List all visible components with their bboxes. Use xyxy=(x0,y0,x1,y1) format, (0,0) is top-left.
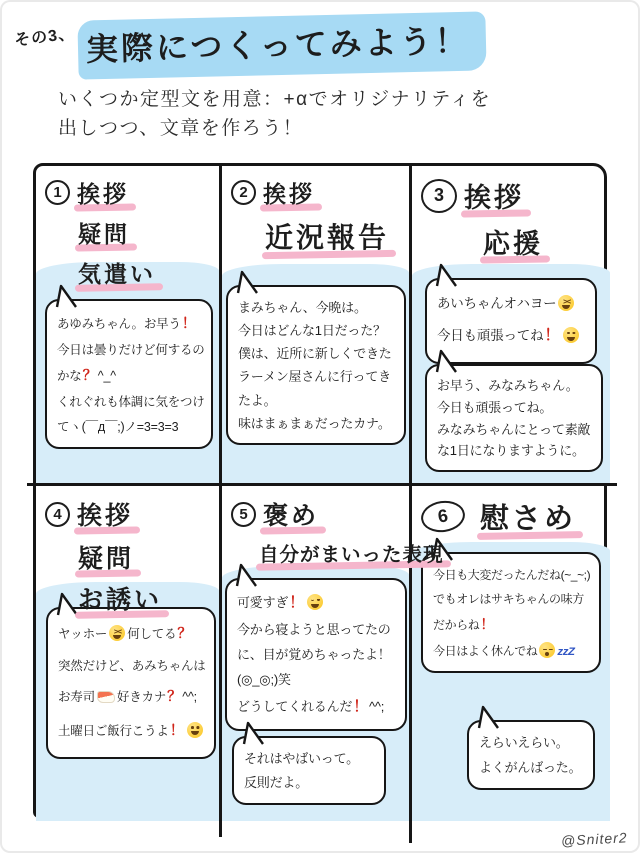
panel-4-tag: 挨拶 xyxy=(77,496,133,532)
panel-grid xyxy=(33,163,607,818)
panel-3-tag: 挨拶 xyxy=(464,176,524,215)
panel-6 xyxy=(412,486,610,821)
panel-1-number: 1 xyxy=(45,180,70,205)
sleepy-emoji xyxy=(539,642,555,658)
panel-6-tag: 慰さめ xyxy=(480,496,576,537)
panel-4-number: 4 xyxy=(45,502,70,527)
subtitle-line-2: 出しつつ、文章を作ろう！ xyxy=(58,118,304,139)
panel-4-tag: お誘い xyxy=(78,580,162,616)
panel-1-tag: 疑問 xyxy=(78,216,130,249)
speech-bubble: あいちゃんオハヨー>< 今日も頑張ってね！ xyxy=(425,278,597,364)
panel-6-number: 6 xyxy=(419,498,467,535)
panel-1 xyxy=(36,166,219,483)
panel-5-number: 5 xyxy=(231,502,256,527)
panel-2 xyxy=(222,166,409,483)
speech-bubble: まみちゃん、今晩は。 今日はどんな1日だった？ 僕は、近所に新しくできた ラーメン屋さんに行ってき たよ。 味はまぁまぁだったカナ。 xyxy=(226,285,406,445)
bubble-tail xyxy=(241,721,267,745)
sushi-icon xyxy=(97,691,115,703)
speech-bubble: 可愛すぎ！ 今から寝ようと思ってたの に、目が覚めちゃったよ！ (◎_◎;)笑 どうしてくれるんだ！^^; xyxy=(225,578,407,731)
speech-bubble: えらいえらい。 よくがんばった。 xyxy=(467,720,595,790)
page-header xyxy=(14,16,486,75)
panel-2-tag: 挨拶 xyxy=(263,176,315,209)
speech-bubble: お早う、みなみちゃん。 今日も頑張ってね。 みなみちゃんにとって素敵 な1日になりますように。 xyxy=(425,364,603,472)
speech-bubble: 今日も大変だったんだね(~_~;) でもオレはサキちゃんの味方 だからね！ 今日はよく休んでね zzZ xyxy=(421,552,601,673)
laughing-emoji xyxy=(558,295,574,311)
smiling-emoji xyxy=(307,594,323,610)
speech-bubble: あゆみちゃん。お早う！ 今日は曇りだけど何するの かな？^_^ くれぐれも体調に気をつけ てヽ(￣д￣;)ノ=3=3=3 xyxy=(45,299,213,449)
bubble-tail xyxy=(434,349,460,373)
panel-5 xyxy=(222,486,444,821)
panel-5-tag: 褒め xyxy=(263,496,319,532)
grinning-emoji xyxy=(187,722,203,738)
panel-3-tag: 応援 xyxy=(483,222,543,261)
subtitle-line-1: いくつか定型文を用意：+αでオリジナリティを xyxy=(58,89,492,110)
panel-4 xyxy=(36,486,219,821)
laughing-emoji xyxy=(109,625,125,641)
bubble-tail xyxy=(434,263,460,287)
lesson-number-label: その3、 xyxy=(13,25,76,50)
artist-signature: @Sniter2 xyxy=(561,829,629,849)
panel-3 xyxy=(412,166,610,483)
panel-2-tag: 近況報告 xyxy=(265,216,389,256)
bubble-tail xyxy=(476,705,502,729)
panel-5-tag: 自分がまいった表現 xyxy=(259,539,444,567)
grinning-emoji xyxy=(563,327,579,343)
speech-bubble: それはやばいって。 反則だよ。 xyxy=(232,736,386,805)
panel-1-tag: 挨拶 xyxy=(77,176,129,209)
speech-bubble: ヤッホー >< 何してる？ 突然だけど、あみちゃんは お寿司 好きカナ？^^; 土曜日ご飯行こうよ！ xyxy=(46,607,216,759)
panel-2-number: 2 xyxy=(231,180,256,205)
panel-4-tag: 疑問 xyxy=(78,539,134,575)
bubble-tail xyxy=(235,270,261,294)
panel-3-number: 3 xyxy=(421,179,457,213)
page-title: 実際につくってみよう！ xyxy=(77,11,486,79)
panel-1-tag: 気遣い xyxy=(78,256,156,289)
